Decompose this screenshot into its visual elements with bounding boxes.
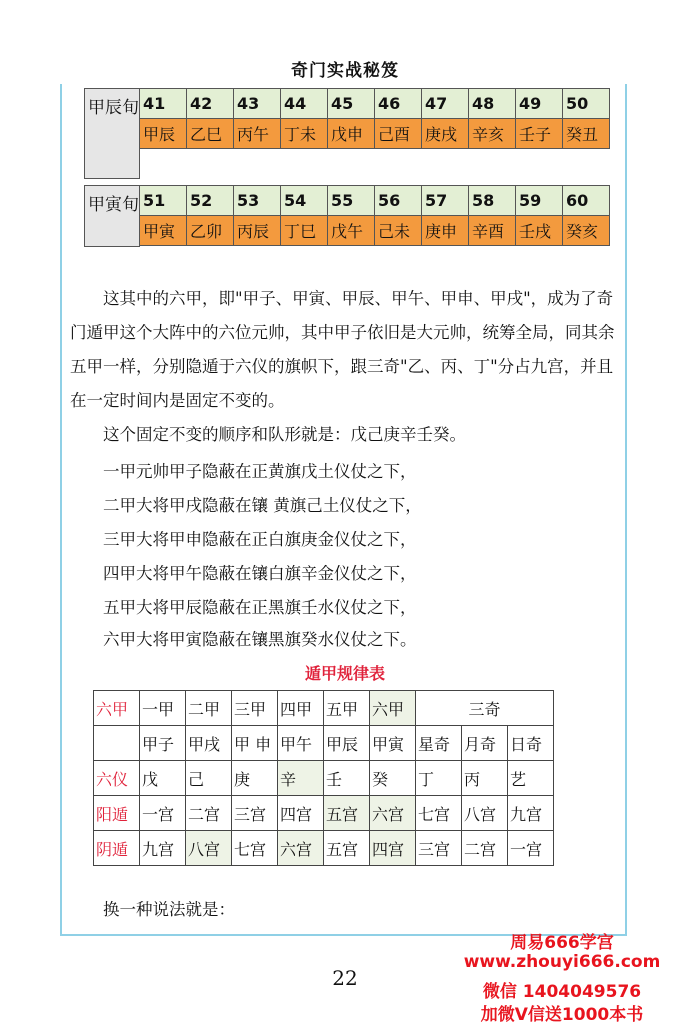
table-cell: 辛 — [278, 761, 324, 796]
table-cell: 三宫 — [416, 831, 462, 866]
table-cell: 七宫 — [416, 796, 462, 831]
xun-table-jiachen — [84, 88, 610, 179]
ganzhi-cell: 壬子 — [516, 119, 563, 149]
number-cell: 44 — [281, 89, 328, 119]
table-cell: 四甲 — [278, 691, 324, 726]
ganzhi-cell: 甲辰 — [140, 119, 187, 149]
ganzhi-cell: 庚戌 — [422, 119, 469, 149]
closing-line: 换一种说法就是： — [103, 900, 235, 919]
table-cell: 三奇 — [416, 691, 554, 726]
number-cell: 47 — [422, 89, 469, 119]
table-cell: 三宫 — [232, 796, 278, 831]
ganzhi-cell: 乙巳 — [187, 119, 234, 149]
table-cell: 六宫 — [278, 831, 324, 866]
ganzhi-cell: 癸丑 — [563, 119, 610, 149]
number-cell: 59 — [516, 186, 563, 216]
number-cell: 50 — [563, 89, 610, 119]
text-line: 六甲大将甲寅隐蔽在镶黑旗癸水仪仗之下。 — [103, 630, 417, 649]
ganzhi-cell: 丙午 — [234, 119, 281, 149]
ganzhi-cell: 乙卯 — [187, 216, 234, 246]
text-line: 二甲大将甲戌隐蔽在镶 黄旗己土仪仗之下， — [103, 496, 422, 515]
number-cell: 51 — [140, 186, 187, 216]
paragraph-liujia: 这其中的六甲，即"甲子、甲寅、甲辰、甲午、甲申、甲戌"，成为了奇门遁甲这个大阵中的六位元帅，其中甲子依旧是大元帅，统筹全局，同其余五甲一样，分别隐遁于六仪的旗帜下，跟三奇"乙、丙、丁"分占九宫，并且在一定时间内是固定不变的。 — [70, 289, 615, 410]
table-cell: 甲子 — [140, 726, 186, 761]
table-row — [94, 691, 554, 726]
table-cell: 阳遁 — [94, 796, 140, 831]
table-cell: 六宫 — [370, 796, 416, 831]
body-paragraph — [70, 418, 625, 452]
ganzhi-cell: 己酉 — [375, 119, 422, 149]
text-line: 四甲大将甲午隐蔽在镶白旗辛金仪仗之下， — [103, 564, 417, 583]
table-cell: 五宫 — [324, 796, 370, 831]
ganzhi-cell: 辛亥 — [469, 119, 516, 149]
ganzhi-cell: 己未 — [375, 216, 422, 246]
number-cell: 56 — [375, 186, 422, 216]
ganzhi-cell: 辛酉 — [469, 216, 516, 246]
text-line: 五甲大将甲辰隐蔽在正黑旗壬水仪仗之下， — [103, 598, 417, 617]
ganzhi-cell: 庚申 — [422, 216, 469, 246]
paragraph-order: 这个固定不变的顺序和队形就是：戊己庚辛壬癸。 — [103, 425, 466, 444]
ganzhi-cell: 丁巳 — [281, 216, 328, 246]
table-cell: 日奇 — [508, 726, 554, 761]
table-cell: 八宫 — [462, 796, 508, 831]
number-cell: 46 — [375, 89, 422, 119]
number-cell: 48 — [469, 89, 516, 119]
ganzhi-cell: 戊午 — [328, 216, 375, 246]
table-cell: 九宫 — [140, 831, 186, 866]
table-cell: 三甲 — [232, 691, 278, 726]
table-cell: 甲 申 — [232, 726, 278, 761]
table-cell: 五宫 — [324, 831, 370, 866]
number-cell: 45 — [328, 89, 375, 119]
number-cell: 58 — [469, 186, 516, 216]
number-cell: 54 — [281, 186, 328, 216]
number-cell: 43 — [234, 89, 281, 119]
table-cell: 五甲 — [324, 691, 370, 726]
table-cell: 二宫 — [462, 831, 508, 866]
watermark-line: 微信 1404049576 — [482, 982, 642, 1002]
table-cell: 甲寅 — [370, 726, 416, 761]
table-cell: 甲戌 — [186, 726, 232, 761]
page-number: 22 — [332, 966, 358, 990]
watermark-line: 加微V信送1000本书 — [480, 1005, 644, 1025]
ganzhi-cell: 甲寅 — [140, 216, 187, 246]
table-cell: 阴遁 — [94, 831, 140, 866]
number-cell: 49 — [516, 89, 563, 119]
table-cell: 六甲 — [94, 691, 140, 726]
number-cell: 60 — [563, 186, 610, 216]
text-line: 三甲大将甲申隐蔽在正白旗庚金仪仗之下， — [103, 530, 417, 549]
table-cell: 癸 — [370, 761, 416, 796]
xun-table-jiayin — [84, 185, 610, 247]
table-cell: 庚 — [232, 761, 278, 796]
table-cell: 丙 — [462, 761, 508, 796]
table-row — [94, 761, 554, 796]
xun-name: 甲辰旬 — [85, 89, 140, 179]
xun-name: 甲寅旬 — [85, 186, 140, 247]
table-cell: 六甲 — [370, 691, 416, 726]
number-cell: 52 — [187, 186, 234, 216]
watermark-line: 周易666学宫 — [510, 933, 614, 953]
table-cell: 甲辰 — [324, 726, 370, 761]
table-row — [94, 831, 554, 866]
book-title: 奇门实战秘笈 — [291, 61, 399, 81]
ganzhi-cell: 癸亥 — [563, 216, 610, 246]
rule-table-title: 遁甲规律表 — [304, 664, 385, 683]
table-cell: 月奇 — [462, 726, 508, 761]
table-cell: 丁 — [416, 761, 462, 796]
table-cell: 九宫 — [508, 796, 554, 831]
table-cell: 一宫 — [508, 831, 554, 866]
table-cell: 二甲 — [186, 691, 232, 726]
table-cell: 戊 — [140, 761, 186, 796]
number-cell: 42 — [187, 89, 234, 119]
table-cell: 八宫 — [186, 831, 232, 866]
ganzhi-cell: 壬戌 — [516, 216, 563, 246]
number-cell: 53 — [234, 186, 281, 216]
dunjia-rule-table — [93, 690, 554, 866]
table-cell: 艺 — [508, 761, 554, 796]
table-cell: 一宫 — [140, 796, 186, 831]
table-cell: 四宫 — [370, 831, 416, 866]
table-cell — [94, 726, 140, 761]
ganzhi-cell: 丙辰 — [234, 216, 281, 246]
number-cell: 55 — [328, 186, 375, 216]
table-cell: 一甲 — [140, 691, 186, 726]
table-cell: 星奇 — [416, 726, 462, 761]
table-row — [94, 726, 554, 761]
table-row — [94, 796, 554, 831]
number-cell: 57 — [422, 186, 469, 216]
watermark-url: www.zhouyi666.com — [463, 952, 661, 972]
number-cell: 41 — [140, 89, 187, 119]
ganzhi-cell: 丁未 — [281, 119, 328, 149]
table-cell: 甲午 — [278, 726, 324, 761]
table-cell: 二宫 — [186, 796, 232, 831]
table-cell: 七宫 — [232, 831, 278, 866]
table-cell: 四宫 — [278, 796, 324, 831]
table-cell: 己 — [186, 761, 232, 796]
text-line: 一甲元帅甲子隐蔽在正黄旗戊土仪仗之下， — [103, 462, 417, 481]
table-cell: 六仪 — [94, 761, 140, 796]
table-cell: 壬 — [324, 761, 370, 796]
ganzhi-cell: 戊申 — [328, 119, 375, 149]
body-paragraph — [70, 282, 625, 418]
